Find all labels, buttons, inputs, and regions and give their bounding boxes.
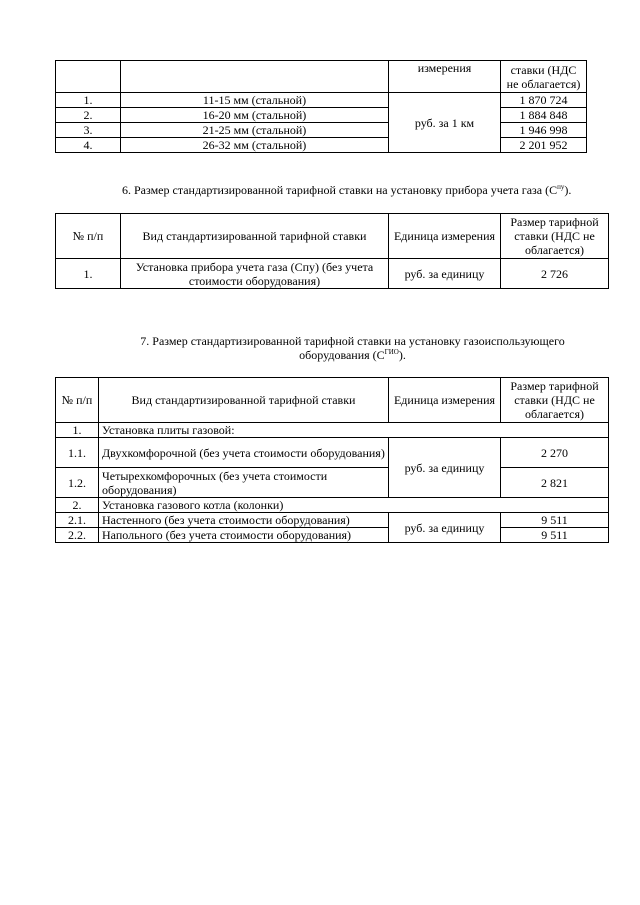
row-name: Установка прибора учета газа (Спу) (без учета стоимости оборудования): [121, 259, 389, 289]
table-row: [56, 513, 609, 528]
heading-text: 6. Размер стандартизированной тарифной ставки на установку прибора учета газа (C: [122, 183, 558, 197]
row-num: 1.: [56, 423, 99, 438]
header-name: Вид стандартизированной тарифной ставки: [121, 214, 389, 259]
unit-cell: руб. за 1 км: [389, 93, 501, 153]
group-name: Установка газового котла (колонки): [99, 498, 609, 513]
row-num: 2.: [56, 108, 121, 123]
table-row: [56, 468, 609, 498]
section-7-heading: [90, 334, 615, 362]
table-row: [56, 93, 587, 108]
row-num: 2.: [56, 498, 99, 513]
header-unit: измерения: [389, 61, 501, 93]
table-row: [56, 138, 587, 153]
row-value: 1 884 848: [501, 108, 587, 123]
row-unit: руб. за единицу: [389, 259, 501, 289]
group-row: [56, 423, 609, 438]
row-value: 9 511: [501, 528, 609, 543]
heading-line-2: [90, 348, 615, 362]
table-row: [56, 528, 609, 543]
row-num: 1.1.: [56, 438, 99, 468]
header-name: [121, 61, 389, 93]
row-name: 11-15 мм (стальной): [121, 93, 389, 108]
row-name: Двухкомфорочной (без учета стоимости оборудования): [99, 438, 389, 468]
row-num: 2.2.: [56, 528, 99, 543]
heading-line-2-text: оборудования (C: [299, 348, 385, 362]
heading-sup: ГИО: [384, 348, 399, 356]
row-num: 1.: [56, 93, 121, 108]
table-pipe-rates: [55, 60, 587, 153]
table-header-row: [56, 61, 587, 93]
header-name: Вид стандартизированной тарифной ставки: [99, 378, 389, 423]
group-name: Установка плиты газовой:: [99, 423, 609, 438]
heading-end: ).: [564, 183, 572, 197]
table-row: [56, 259, 609, 289]
header-rate: ставки (НДС не облагается): [501, 61, 587, 93]
row-name: Настенного (без учета стоимости оборудования): [99, 513, 389, 528]
group-row: [56, 498, 609, 513]
row-num: 2.1.: [56, 513, 99, 528]
header-rate: Размер тарифной ставки (НДС не облагается): [501, 378, 609, 423]
row-num: 1.: [56, 259, 121, 289]
table-row: [56, 123, 587, 138]
heading-sup: пу: [557, 183, 565, 191]
heading-line-1: 7. Размер стандартизированной тарифной ставки на установку газоиспользующего: [140, 334, 565, 348]
table-gas-equipment-installation: [55, 377, 609, 543]
row-num: 3.: [56, 123, 121, 138]
row-value: 1 870 724: [501, 93, 587, 108]
section-6-heading: [122, 183, 622, 197]
row-value: 2 726: [501, 259, 609, 289]
header-num: [56, 61, 121, 93]
row-name: 26-32 мм (стальной): [121, 138, 389, 153]
table-row: [56, 438, 609, 468]
row-value: 9 511: [501, 513, 609, 528]
row-num: 1.2.: [56, 468, 99, 498]
header-rate: Размер тарифной ставки (НДС не облагается): [501, 214, 609, 259]
header-unit: Единица измерения: [389, 378, 501, 423]
row-num: 4.: [56, 138, 121, 153]
unit-cell: руб. за единицу: [389, 438, 501, 498]
row-name: Напольного (без учета стоимости оборудования): [99, 528, 389, 543]
row-value: 2 821: [501, 468, 609, 498]
table-row: [56, 108, 587, 123]
table-meter-installation: [55, 213, 609, 289]
unit-cell: руб. за единицу: [389, 513, 501, 543]
row-value: 2 270: [501, 438, 609, 468]
row-name: Четырехкомфорочных (без учета стоимости оборудования): [99, 468, 389, 498]
header-unit: Единица измерения: [389, 214, 501, 259]
row-name: 16-20 мм (стальной): [121, 108, 389, 123]
table-header-row: [56, 378, 609, 423]
heading-end: ).: [398, 348, 406, 362]
row-value: 1 946 998: [501, 123, 587, 138]
table-header-row: [56, 214, 609, 259]
row-name: 21-25 мм (стальной): [121, 123, 389, 138]
header-num: № п/п: [56, 214, 121, 259]
header-num: № п/п: [56, 378, 99, 423]
row-value: 2 201 952: [501, 138, 587, 153]
